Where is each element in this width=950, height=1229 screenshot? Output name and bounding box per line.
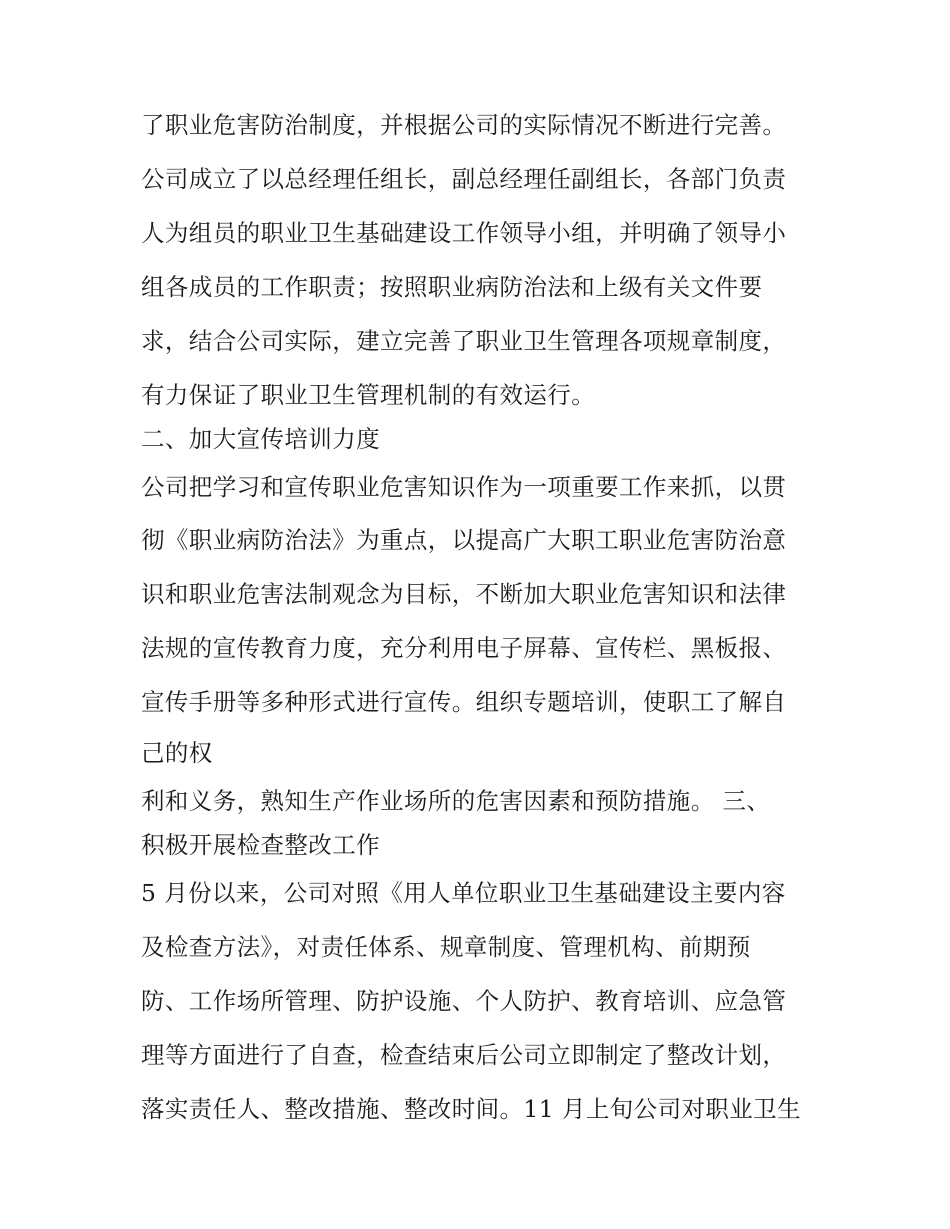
text-line: 宣传手册等多种形式进行宣传。组织专题培训，使职工了解自 bbox=[141, 688, 787, 716]
section-heading: 二、加大宣传培训力度 bbox=[141, 425, 380, 453]
section-heading: 积极开展检查整改工作 bbox=[141, 831, 380, 859]
text-line: 己的权 bbox=[141, 739, 213, 767]
text-line: 人为组员的职业卫生基础建设工作领导小组，并明确了领导小 bbox=[141, 219, 787, 247]
text-line: 组各成员的工作职责；按照职业病防治法和上级有关文件要 bbox=[141, 273, 763, 301]
text-line: 及检查方法》，对责任体系、规章制度、管理机构、前期预 bbox=[141, 933, 751, 961]
text-line: 防、工作场所管理、防护设施、个人防护、教育培训、应急管 bbox=[141, 987, 787, 1015]
text-line: 了职业危害防治制度，并根据公司的实际情况不断进行完善。 bbox=[141, 111, 787, 139]
text-line: 落实责任人、整改措施、整改时间。11 月上旬公司对职业卫生 bbox=[141, 1095, 801, 1123]
text-line: 有力保证了职业卫生管理机制的有效运行。 bbox=[141, 381, 596, 409]
text-line: 公司把学习和宣传职业危害知识作为一项重要工作来抓，以贯 bbox=[141, 473, 787, 501]
text-line: 识和职业危害法制观念为目标，不断加大职业危害知识和法律 bbox=[141, 580, 787, 608]
text-line: 彻《职业病防治法》为重点，以提高广大职工职业危害防治意 bbox=[141, 526, 787, 554]
text-line: 利和义务，熟知生产作业场所的危害因素和预防措施。 三、 bbox=[141, 787, 771, 815]
text-line: 公司成立了以总经理任组长，副总经理任副组长，各部门负责 bbox=[141, 165, 787, 193]
text-line: 法规的宣传教育力度，充分利用电子屏幕、宣传栏、黑板报、 bbox=[141, 634, 787, 662]
text-line: 理等方面进行了自查，检查结束后公司立即制定了整改计划， bbox=[141, 1041, 787, 1069]
text-line: 求，结合公司实际，建立完善了职业卫生管理各项规章制度， bbox=[141, 327, 787, 355]
text-line: 5 月份以来，公司对照《用人单位职业卫生基础建设主要内容 bbox=[141, 879, 786, 907]
